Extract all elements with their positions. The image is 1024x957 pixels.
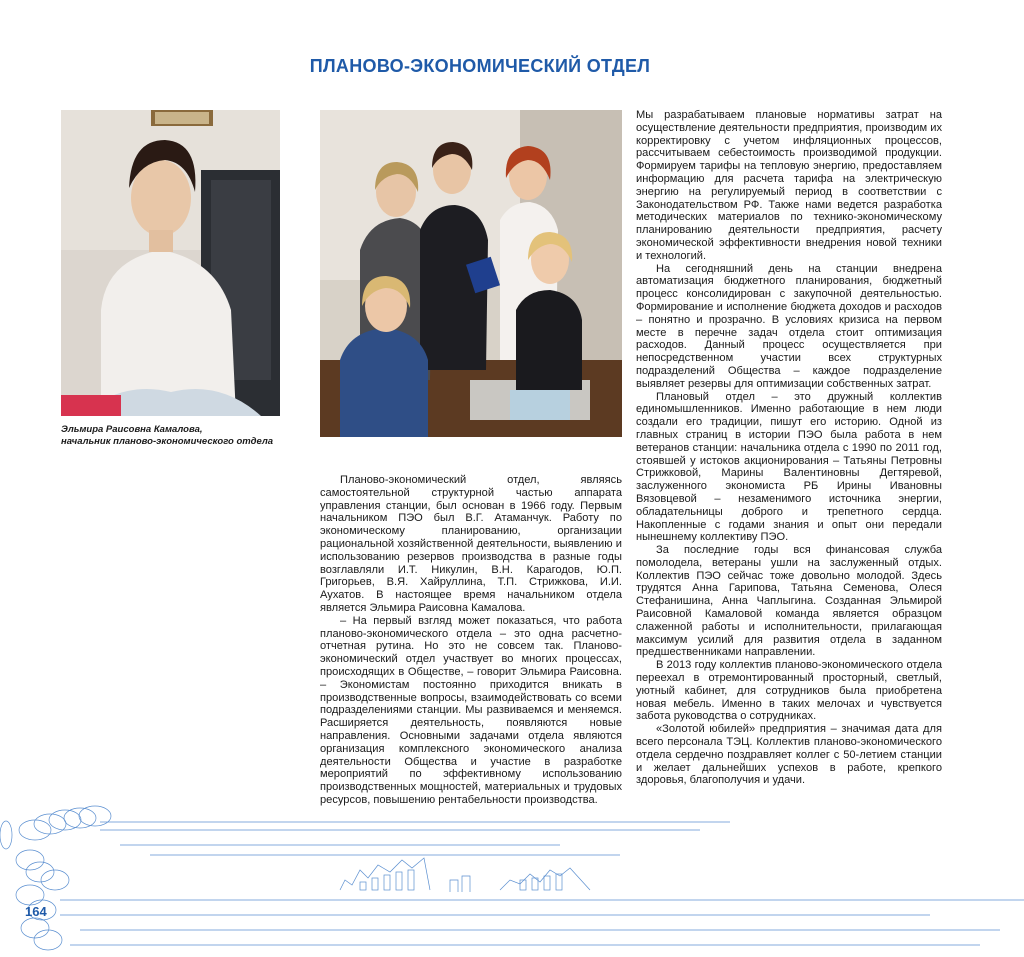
page-title: ПЛАНОВО-ЭКОНОМИЧЕСКИЙ ОТДЕЛ bbox=[309, 56, 651, 76]
article-paragraph: На сегодняшний день на станции внедрена автоматизация бюджетного планирования, бюджетный процесс консолидирован с закупочной деятельностью. Формирование и исполнение бюджета доходов и расходов – понятно и прозрачно. В условиях кризиса на первом месте в перечне задач отдела стоит оптимизация расходов. Данный процесс осуществляется при непосредственном участии всех структурных подразделений Общества – каждое подразделение выявляет резервы для оптимизации собственных затрат. bbox=[636, 262, 942, 390]
portrait-photo bbox=[61, 110, 280, 416]
article-paragraph: – На первый взгляд может показаться, что работа планово-экономического отдела – это одна расчетно-отчетная рутина. Но это не совсем так. Планово-экономический отдел участвует во многих процессах, происходящих в Обществе, – говорит Эльмира Раисовна. – Экономистам постоянно приходится вникать в производственные вопросы, взаимодействовать со всеми подразделениями станции. Мы развиваемся и меняемся. Расширяется деятельность, появляются новые направления. Основными задачами отдела являются организация комплексного экономического анализа деятельности Общества и участие в разработке мероприятий по эффективному использованию производственных мощностей, материальных и трудовых ресурсов, повышению рентабельности производства. bbox=[320, 614, 622, 806]
page-number: 164 bbox=[25, 904, 47, 919]
article-paragraph: Плановый отдел – это дружный коллектив единомышленников. Именно работающие в нем люди создали его традиции, пишут его историю. Одной из главных страниц в истории ПЭО была работа в нем ветеранов станции: начальника отдела с 1990 по 2011 год, стоявшей у истоков акционирования – Татьяны Петровны Стрижковой, Марины Валентиновны Дегтяревой, заслуженного экономиста РБ Ирины Ивановны Вязовцевой – незаменимого источника энергии, обладательницы доброго и трепетного сердца. Накопленные с годами знания и опыт они передали нынешнему коллективу ПЭО. bbox=[636, 390, 942, 544]
article-paragraph: За последние годы вся финансовая служба помолодела, ветераны ушли на заслуженный отдых. Коллектив ПЭО сейчас тоже довольно молодой. Здесь трудятся Анна Гарипова, Татьяна Семенова, Олеся Стефанишина, Анна Чаплыгина. Созданная Эльмирой Раисовной Камаловой команда является образцом слаженной работы и исполнительности, прилагающая максимум усилий для развития отдела в заданном предшественниками направлении. bbox=[636, 544, 942, 659]
article-paragraph: Планово-экономический отдел, являясь самостоятельной структурной частью аппарата управления станции, был основан в 1966 году. Первым начальником ПЭО был В.Г. Атаманчук. Работу по экономическому планированию, организации рациональной хозяйственной деятельности, выявлению и использованию резервов производства в разные годы возглавляли И.Т. Никулин, В.Н. Карагодов, Ю.П. Григорьев, В.Я. Хайруллина, Т.П. Стрижкова, И.И. Аухатов. В настоящее время начальником отдела является Эльмира Раисовна Камалова. bbox=[320, 474, 622, 614]
portrait-photo-illustration bbox=[61, 110, 280, 416]
decorative-lines-graphic bbox=[0, 800, 1024, 957]
article-paragraph: «Золотой юбилей» предприятия – значимая дата для всего персонала ТЭЦ. Коллектив планово-экономического отдела сердечно поздравляет коллег с 50-летием станции и желает дальнейших успехов в работе, крепкого здоровья, благополучия и удачи. bbox=[636, 723, 942, 787]
caption-position: начальник планово-экономического отдела bbox=[61, 436, 274, 447]
team-photo bbox=[320, 110, 622, 437]
team-photo-illustration bbox=[320, 110, 622, 437]
article-column-right bbox=[636, 109, 942, 787]
article-column-middle bbox=[320, 474, 622, 807]
article-paragraph: В 2013 году коллектив планово-экономического отдела переехал в отремонтированный просторный, светлый, уютный кабинет, для сотрудников была приобретена новая мебель. Именно в таких мелочах и чувствуется забота руководства о сотрудниках. bbox=[636, 659, 942, 723]
article-paragraph: Мы разрабатываем плановые нормативы затрат на осуществление деятельности предприятия, производим их корректировку с учетом инфляционных процессов, рассчитываем себестоимость производимой продукции. Формируем тарифы на тепловую энергию, предоставляем информацию для расчета тарифа на электрическую энергию на регулируемый период в соответствии с Законодательством РФ. Также нами ведется разработка методических материалов по технико-экономическому планированию деятельности предприятия, расчету экономической эффективности внедрения новой техники и технологий. bbox=[636, 109, 942, 262]
portrait-caption bbox=[61, 424, 301, 448]
caption-name: Эльмира Раисовна Камалова, bbox=[61, 424, 203, 435]
